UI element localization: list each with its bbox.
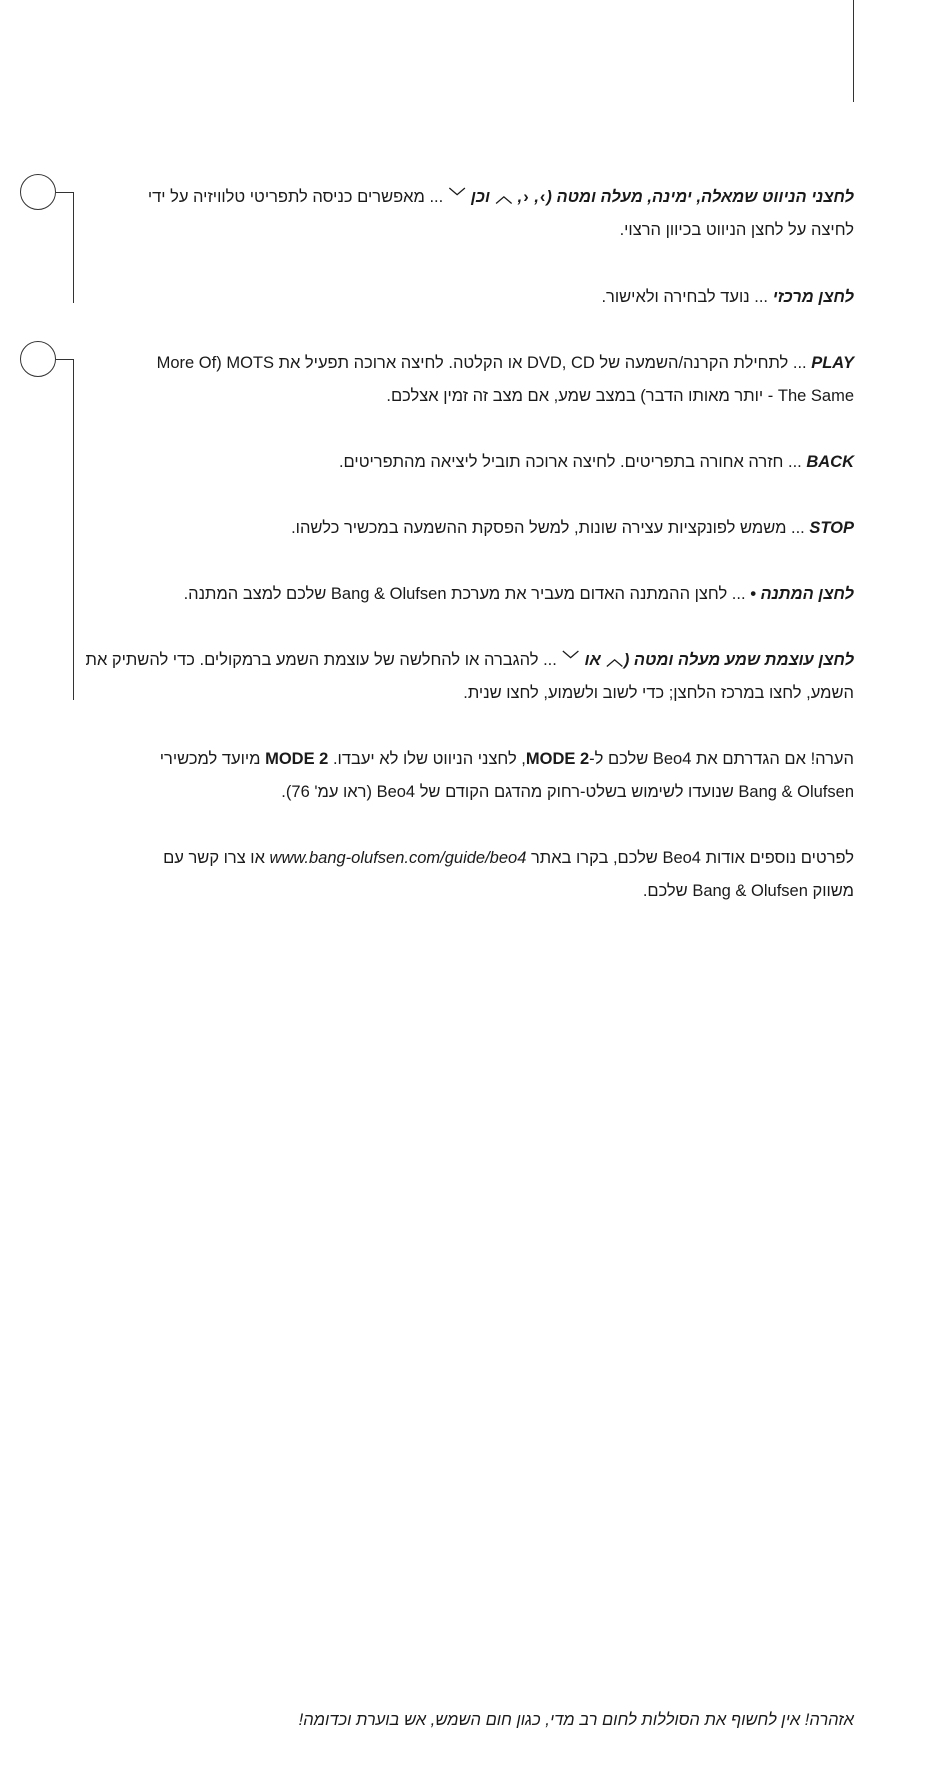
- center-button-paragraph: [130, 281, 854, 314]
- navigation-buttons-term: לחצני הניווט שמאלה, ימינה, מעלה ומטה (‹, ›, ︿ וכן ﹀: [448, 188, 854, 206]
- more-info-paragraph: לפרטים נוספים אודות Beo4 שלכם, בקרו באתר www.bang-olufsen.com/guide/beo4 או צרו קשר עם משווק Bang & Olufsen שלכם.: [163, 849, 854, 900]
- stop-button-term: STOP: [809, 519, 854, 537]
- stop-button-paragraph: [130, 512, 854, 545]
- standby-button-description: ... לחצן ההמתנה האדום מעביר את מערכת Bang & Olufsen שלכם למצב המתנה.: [183, 585, 751, 603]
- navigation-buttons-paragraph: [130, 181, 854, 247]
- chevron-up-icon: ︿: [495, 188, 513, 206]
- center-button-description: ... נועד לבחירה ולאישור.: [601, 288, 773, 306]
- volume-button-description: ... להגברה או להחלשה של עוצמת השמע ברמקולים. כדי להשתיק את השמע, לחצו במרכז הלחצן; כדי לשוב ולשמוע, לחצו שנית.: [85, 651, 854, 702]
- callout-stem-2: [56, 359, 74, 360]
- volume-button-term: לחצן עוצמת שמע מעלה ומטה (︿ או ﹀: [561, 651, 854, 669]
- play-button-paragraph: [130, 347, 854, 413]
- callout-line-2: [73, 359, 74, 700]
- stop-button-description: ... משמש לפונקציות עצירה שונות, למשל הפסקת ההשמעה במכשיר כלשהו.: [291, 519, 810, 537]
- play-button-term: PLAY: [811, 354, 854, 372]
- callout-stem-1: [56, 192, 74, 193]
- callout-circle-1: [20, 174, 56, 210]
- back-button-term: BACK: [806, 453, 854, 471]
- callout-circle-2: [20, 341, 56, 377]
- standby-button-paragraph: [130, 578, 854, 611]
- chevron-left-icon: ‹: [539, 188, 546, 206]
- mode-2-label: MODE 2: [525, 750, 590, 768]
- chevron-down-icon: ﹀: [562, 651, 579, 669]
- navigation-buttons-description: ... מאפשרים כניסה לתפריטי טלוויזיה על ידי לחיצה על לחצן הניווט בכיוון הרצוי.: [147, 188, 854, 239]
- center-button-term: לחצן מרכזי: [772, 288, 854, 306]
- battery-warning: אזהרה! אין לחשוף את הסוללות לחום רב מדי, כגון חום השמש, אש בוערת וכדומה!: [298, 1711, 854, 1729]
- chevron-up-icon: ︿: [606, 651, 623, 669]
- callout-line-1: [73, 192, 74, 303]
- chevron-right-icon: ›: [523, 188, 529, 206]
- top-right-rule: [853, 0, 854, 102]
- standby-button-term: לחצן המתנה •: [750, 585, 854, 603]
- back-button-description: ... חזרה אחורה בתפריטים. לחיצה ארוכה תוביל ליציאה מהתפריטים.: [338, 453, 807, 471]
- guide-url[interactable]: www.bang-olufsen.com/guide/beo4: [269, 849, 527, 867]
- mode-note-paragraph: הערה! אם הגדרתם את Beo4 שלכם ל-MODE 2, לחצני הניווט שלו לא יעבדו. MODE 2 מיועד למכשירי Bang & Olufsen שנועדו לשימוש בשלט-רחוק מהדגם הקודם של Beo4 (ראו עמ' 76).: [159, 750, 854, 801]
- back-button-paragraph: [130, 446, 854, 479]
- chevron-down-icon: ﹀: [448, 188, 466, 206]
- volume-button-paragraph: [80, 644, 854, 710]
- mode-2-label: MODE 2: [265, 750, 329, 768]
- play-button-description: ... לתחילת הקרנה/השמעה של DVD, CD או הקלטה. לחיצה ארוכה תפעיל את MOTS (More Of The Same - יותר מאותו הדבר) במצב שמע, אם מצב זה זמין אצלכם.: [156, 354, 854, 405]
